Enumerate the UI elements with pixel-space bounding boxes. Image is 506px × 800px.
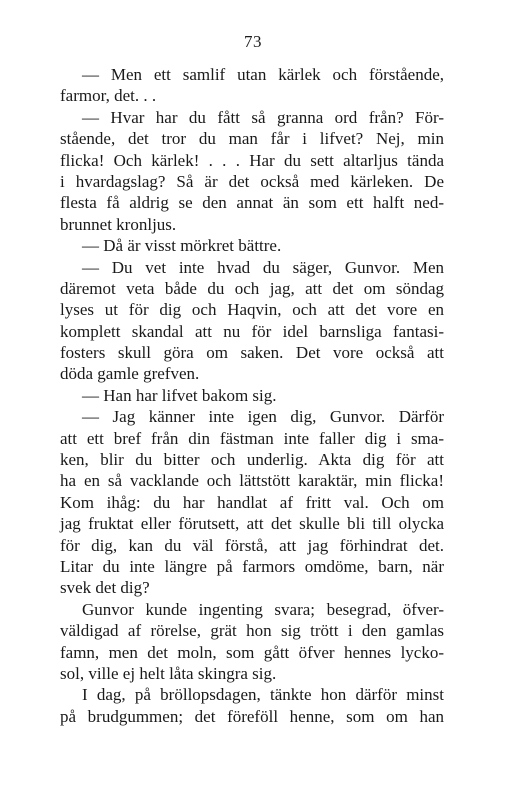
text-line: fosters skull göra om saken. Det vore också att xyxy=(60,343,444,363)
text-line: — Då är visst mörkret bättre. xyxy=(82,236,282,256)
body-text xyxy=(60,64,444,727)
text-line: på brudgummen; det föreföll henne, som om han xyxy=(60,706,444,726)
text-line: — Jag känner inte igen dig, Gunvor. Därför xyxy=(82,407,444,427)
text-line: famn, men det moln, som gått öfver hennes lycko- xyxy=(60,642,444,662)
text-line: Litar du inte längre på farmors omdöme, barn, när xyxy=(60,556,444,576)
text-line: farmor, det. . . xyxy=(60,86,157,106)
text-line: väldigad af rörelse, grät hon sig trött i den gamlas xyxy=(60,621,444,641)
text-line: att ett bref från din fästman inte faller dig i sma- xyxy=(60,428,444,448)
page-number: 73 xyxy=(244,32,262,51)
text-line: ken, blir du bitter och underlig. Akta dig för att xyxy=(60,450,444,470)
text-line: lyses ut för dig och Haqvin, och att det vore en xyxy=(60,300,444,320)
text-line: — Du vet inte hvad du säger, Gunvor. Men xyxy=(82,257,444,277)
text-line: komplett skandal att nu för idel barnsliga fantasi- xyxy=(60,321,444,341)
text-line: — Men ett samlif utan kärlek och förstående, xyxy=(82,65,444,84)
text-line: flicka! Och kärlek! . . . Har du sett altarljus tända xyxy=(60,150,444,170)
text-line: ha en så vacklande och lättstött karaktär, min flicka! xyxy=(60,471,444,491)
text-line: — Han har lifvet bakom sig. xyxy=(82,385,277,405)
text-line: svek det dig? xyxy=(60,578,150,598)
text-line: Gunvor kunde ingenting svara; besegrad, öfver- xyxy=(82,599,444,619)
text-line: däremot veta både du och jag, att det om söndag xyxy=(60,278,444,298)
text-line: sol, ville ej helt låta skingra sig. xyxy=(60,663,277,683)
text-line: flesta få aldrig se den annat än som ett halft ned- xyxy=(60,193,444,213)
text-line: — Hvar har du fått så granna ord från? För- xyxy=(82,107,444,127)
text-line: I dag, på bröllopsdagen, tänkte hon därför minst xyxy=(82,685,444,705)
text-line: för dig, kan du väl förstå, att jag förhindrat det. xyxy=(60,535,444,555)
text-line: brunnet kronljus. xyxy=(60,214,177,234)
text-line: i hvardagslag? Så är det också med kärleken. De xyxy=(60,171,444,191)
text-line: döda gamle grefven. xyxy=(60,364,200,384)
text-line: jag fruktat eller förutsett, att det skulle bli till olycka xyxy=(60,514,444,534)
text-line: Kom ihåg: du har handlat af fritt val. Och om xyxy=(60,492,444,512)
text-line: stående, det tror du man får i lifvet? Nej, min xyxy=(60,129,444,149)
